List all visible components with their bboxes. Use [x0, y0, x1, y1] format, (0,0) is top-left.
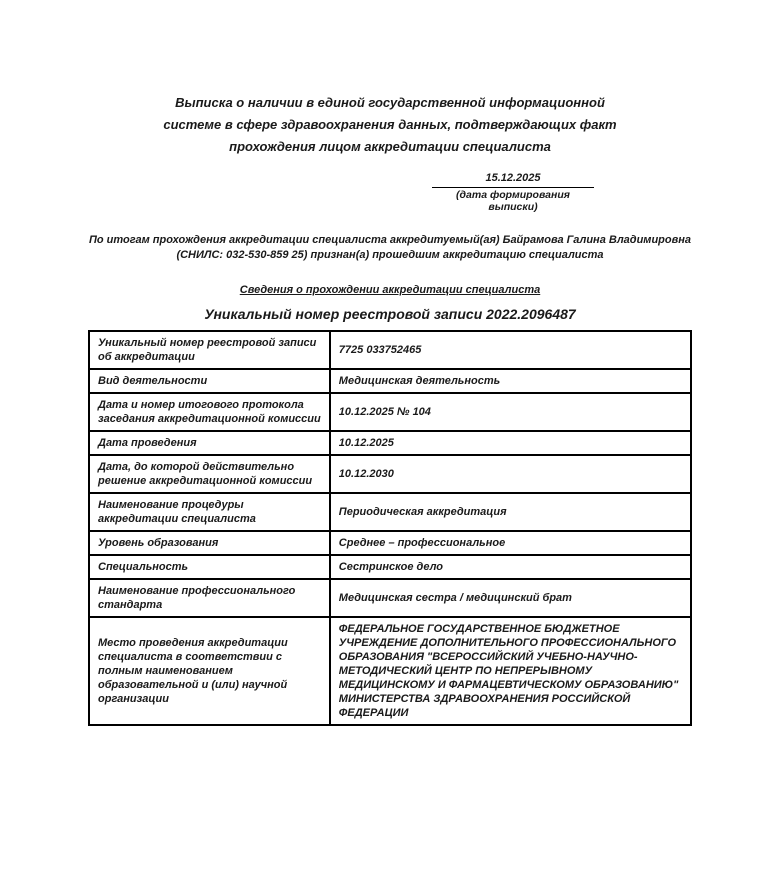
- generation-date: 15.12.2025: [432, 172, 594, 188]
- row-value: 7725 033752465: [330, 331, 691, 369]
- row-value: ФЕДЕРАЛЬНОЕ ГОСУДАРСТВЕННОЕ БЮДЖЕТНОЕ УЧРЕЖДЕНИЕ ДОПОЛНИТЕЛЬНОГО ПРОФЕССИОНАЛЬНОГО ОБРАЗОВАНИЯ "ВСЕРОССИЙСКИЙ УЧЕБНО-НАУЧНО-МЕТОДИЧЕСКИЙ ЦЕНТР ПО НЕПРЕРЫВНОМУ МЕДИЦИНСКОМУ И ФАРМАЦЕВТИЧЕСКОМУ ОБРАЗОВАНИЮ" МИНИСТЕРСТВА ЗДРАВООХРАНЕНИЯ РОССИЙСКОЙ ФЕДЕРАЦИИ: [330, 617, 691, 725]
- table-row: [89, 393, 691, 431]
- document-title-line: системе в сфере здравоохранения данных, подтверждающих факт: [163, 117, 617, 132]
- row-label: Вид деятельности: [89, 369, 330, 393]
- generation-date-block: [432, 172, 594, 213]
- row-label: Наименование процедуры аккредитации специалиста: [89, 493, 330, 531]
- row-label: Дата проведения: [89, 431, 330, 455]
- row-value: Периодическая аккредитация: [330, 493, 691, 531]
- row-value: Медицинская деятельность: [330, 369, 691, 393]
- section-heading: Сведения о прохождении аккредитации специалиста: [239, 284, 541, 296]
- row-value: 10.12.2025 № 104: [330, 393, 691, 431]
- row-label: Наименование профессионального стандарта: [89, 579, 330, 617]
- table-row: [89, 531, 691, 555]
- row-label: Уровень образования: [89, 531, 330, 555]
- table-row: [89, 369, 691, 393]
- row-value: Медицинская сестра / медицинский брат: [330, 579, 691, 617]
- row-label: Место проведения аккредитации специалиста в соответствии с полным наименованием образовательной и (или) научной организации: [89, 617, 330, 725]
- registry-number-line: Уникальный номер реестровой записи 2022.2096487: [204, 306, 576, 322]
- table-row: [89, 493, 691, 531]
- row-label: Дата, до которой действительно решение аккредитационной комиссии: [89, 455, 330, 493]
- row-value: Сестринское дело: [330, 555, 691, 579]
- row-value: 10.12.2030: [330, 455, 691, 493]
- document-title-line: прохождения лицом аккредитации специалиста: [229, 139, 551, 154]
- table-row: [89, 555, 691, 579]
- table-row: [89, 331, 691, 369]
- document-title: [88, 92, 692, 158]
- row-label: Специальность: [89, 555, 330, 579]
- accreditation-table: [88, 330, 692, 726]
- table-row: [89, 431, 691, 455]
- document-title-line: Выписка о наличии в единой государственной информационной: [175, 95, 605, 110]
- table-row: [89, 617, 691, 725]
- intro-paragraph: По итогам прохождения аккредитации специалиста аккредитуемый(ая) Байрамова Галина Владимировна (СНИЛС: 032-530-859 25) признан(а) прошедшим аккредитацию специалиста: [88, 234, 692, 261]
- table-row: [89, 579, 691, 617]
- document-page: [88, 0, 692, 726]
- row-label: Уникальный номер реестровой записи об аккредитации: [89, 331, 330, 369]
- row-label: Дата и номер итогового протокола заседания аккредитационной комиссии: [89, 393, 330, 431]
- row-value: 10.12.2025: [330, 431, 691, 455]
- table-row: [89, 455, 691, 493]
- row-value: Среднее – профессиональное: [330, 531, 691, 555]
- generation-date-caption: (дата формирования выписки): [456, 189, 570, 213]
